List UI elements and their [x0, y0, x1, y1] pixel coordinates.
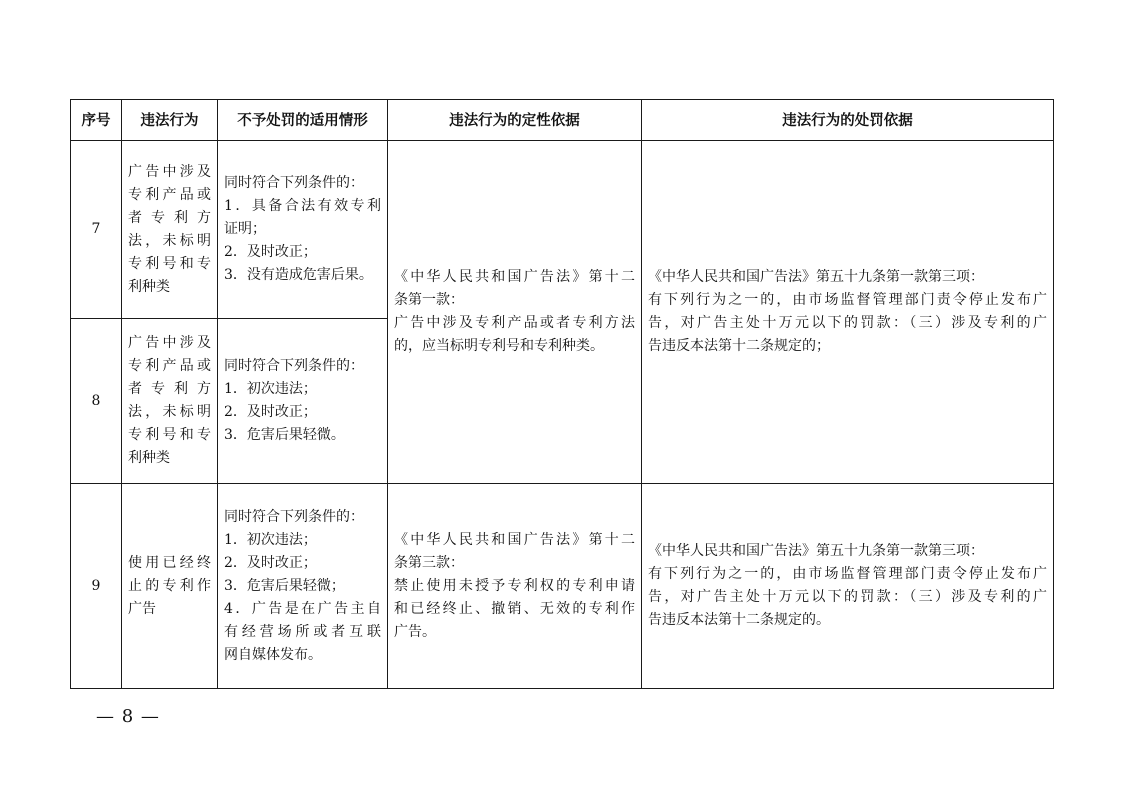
exempt-line: 1．具备合法有效专利	[224, 198, 381, 214]
penalty-cell-merged	[642, 141, 1054, 484]
exempt-line: 2．及时改正；	[224, 244, 317, 260]
act-line: 利种类	[128, 450, 170, 466]
header-penalty: 违法行为的处罚依据	[642, 100, 1054, 141]
act-cell	[122, 484, 218, 689]
act-line: 使用已经终	[128, 554, 211, 571]
penalty-line: 告违反本法第十二条规定的；	[648, 338, 830, 354]
basis-line: 广告。	[394, 623, 436, 640]
act-line: 者 专 利 方	[128, 381, 211, 397]
page-number: — 8 —	[96, 706, 160, 727]
act-line: 法，未标明	[128, 404, 211, 420]
act-line: 者 专 利 方	[128, 209, 211, 226]
regulation-table	[70, 99, 1054, 689]
penalty-line: 告，对广告主处十万元以下的罚款：（三）涉及专利的广	[648, 589, 1047, 605]
exempt-line: 1．初次违法；	[224, 381, 317, 397]
penalty-line: 有下列行为之一的，由市场监督管理部门责令停止发布广	[648, 566, 1047, 582]
exempt-line: 网自媒体发布。	[224, 646, 322, 663]
exempt-line: 有经营场所或者互联	[224, 623, 381, 640]
exempt-cell	[218, 484, 388, 689]
basis-line: 条第一款：	[394, 292, 464, 308]
basis-line: 和已经终止、撤销、无效的专利作	[394, 600, 635, 617]
exempt-line: 2．及时改正；	[224, 554, 317, 571]
exempt-line: 3．没有造成危害后果。	[224, 267, 373, 283]
exempt-line: 3．危害后果轻微。	[224, 427, 345, 443]
basis-line: 条第三款：	[394, 554, 464, 571]
exempt-line: 同时符合下列条件的：	[224, 508, 364, 525]
act-cell	[122, 141, 218, 319]
act-line: 利种类	[128, 278, 170, 295]
act-line: 专利号和专	[128, 255, 211, 272]
basis-line: 禁止使用未授予专利权的专利申请	[394, 577, 635, 594]
act-line: 广告中涉及	[128, 163, 211, 180]
act-line: 专利产品或	[128, 358, 211, 374]
act-line: 止的专利作	[128, 577, 211, 594]
exempt-line: 同时符合下列条件的：	[224, 175, 364, 191]
penalty-cell	[642, 484, 1054, 689]
table-header-row	[71, 100, 1054, 141]
seq-cell: 7	[71, 141, 122, 319]
seq-cell: 8	[71, 319, 122, 484]
act-line: 广告	[128, 600, 156, 617]
exempt-cell	[218, 319, 388, 484]
basis-line: 《中华人民共和国广告法》第十二	[394, 269, 635, 285]
exempt-line: 1．初次违法；	[224, 531, 317, 548]
exempt-line: 证明；	[224, 221, 266, 237]
penalty-line: 有下列行为之一的，由市场监督管理部门责令停止发布广	[648, 292, 1047, 308]
penalty-line: 告违反本法第十二条规定的。	[648, 612, 830, 628]
penalty-line: 《中华人民共和国广告法》第五十九条第一款第三项：	[648, 269, 984, 285]
exempt-line: 3．危害后果轻微；	[224, 577, 345, 594]
penalty-line: 告，对广告主处十万元以下的罚款：（三）涉及专利的广	[648, 315, 1047, 331]
basis-line: 《中华人民共和国广告法》第十二	[394, 531, 635, 548]
seq-cell: 9	[71, 484, 122, 689]
act-line: 法，未标明	[128, 232, 211, 249]
header-act: 违法行为	[122, 100, 218, 141]
exempt-line: 同时符合下列条件的：	[224, 358, 364, 374]
header-seq: 序号	[71, 100, 122, 141]
table-row-9	[71, 484, 1054, 689]
act-cell	[122, 319, 218, 484]
basis-line: 广告中涉及专利产品或者专利方法	[394, 315, 635, 331]
table-row-7	[71, 141, 1054, 319]
exempt-line: 4．广告是在广告主自	[224, 600, 381, 617]
exempt-line: 2．及时改正；	[224, 404, 317, 420]
basis-line: 的，应当标明专利号和专利种类。	[394, 338, 604, 354]
header-exempt: 不予处罚的适用情形	[218, 100, 388, 141]
act-line: 广告中涉及	[128, 335, 211, 351]
penalty-line: 《中华人民共和国广告法》第五十九条第一款第三项：	[648, 543, 984, 559]
exempt-cell	[218, 141, 388, 319]
basis-cell	[388, 484, 642, 689]
act-line: 专利产品或	[128, 186, 211, 203]
header-basis: 违法行为的定性依据	[388, 100, 642, 141]
act-line: 专利号和专	[128, 427, 211, 443]
basis-cell-merged	[388, 141, 642, 484]
